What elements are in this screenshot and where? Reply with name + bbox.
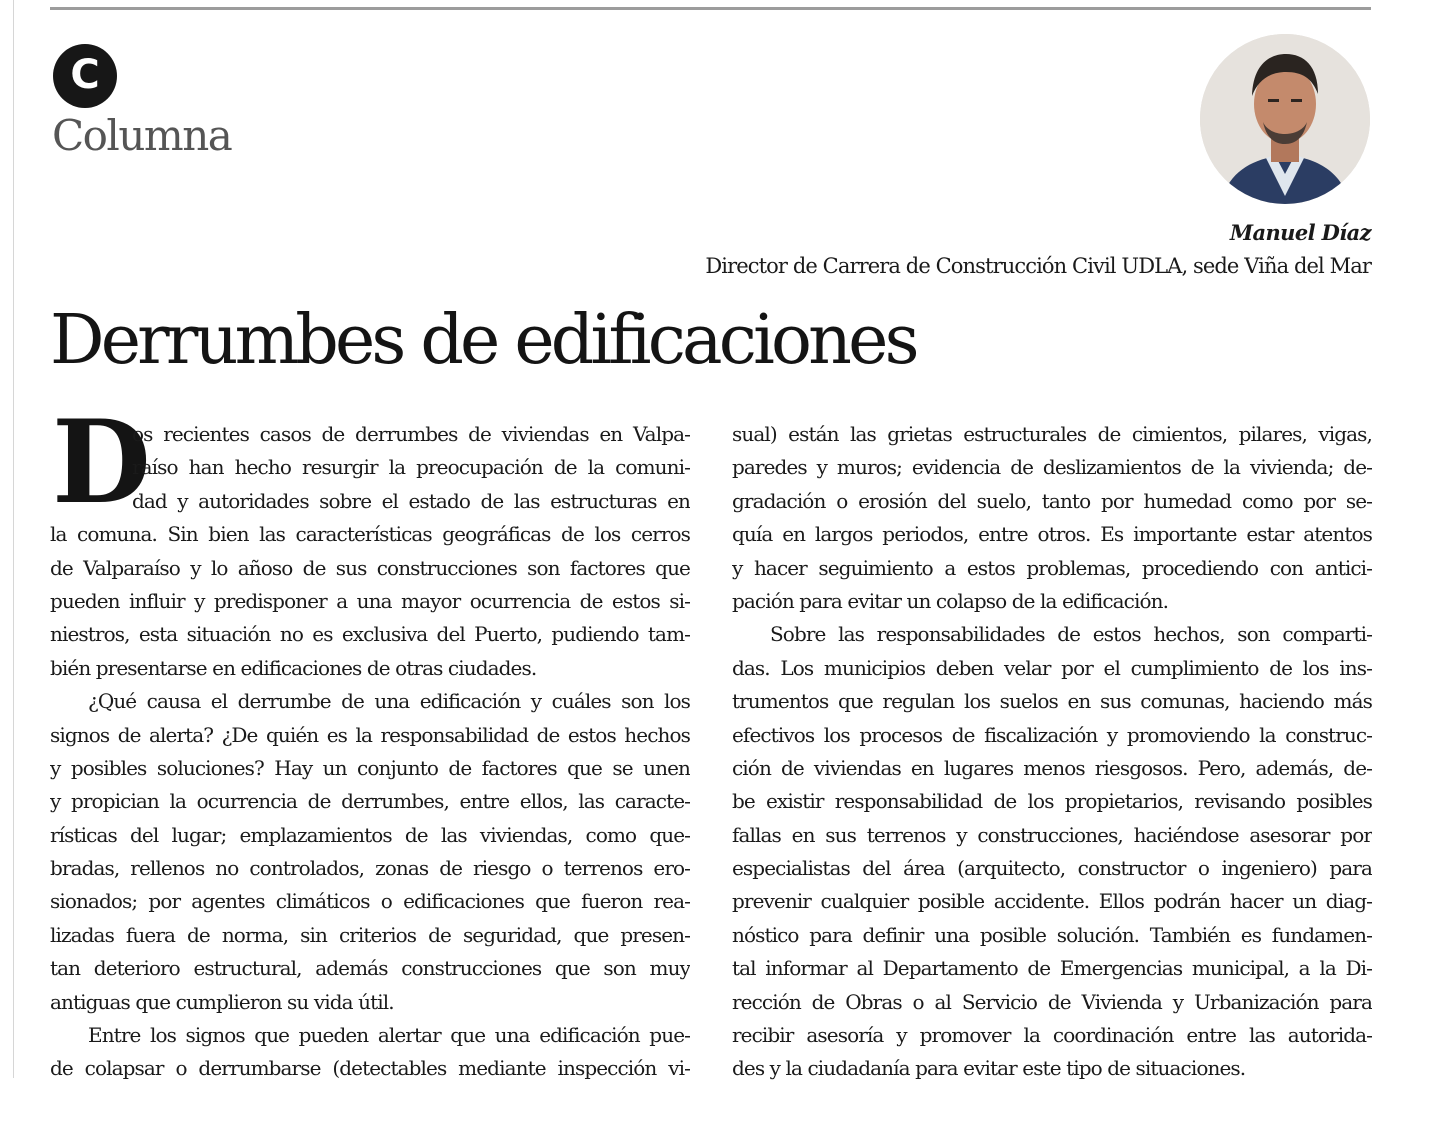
article-column-left bbox=[50, 418, 690, 1086]
article-line: tal informar al Departamento de Emergencias municipal, a la Di- bbox=[732, 956, 1372, 981]
page-edge-rule bbox=[13, 0, 14, 1078]
article-line: dad y autoridades sobre el estado de las estructuras en bbox=[132, 488, 690, 513]
article-line: prevenir cualquier posible accidente. Ellos podrán hacer un diag- bbox=[732, 889, 1372, 914]
top-rule bbox=[50, 7, 1371, 10]
article-line: Sobre las responsabilidades de estos hechos, son comparti- bbox=[770, 622, 1372, 647]
author-role: Director de Carrera de Construcción Civil UDLA, sede Viña del Mar bbox=[705, 254, 1371, 278]
article-line: pación para evitar un colapso de la edificación. bbox=[732, 588, 1169, 613]
article-line: tan deterioro estructural, además construcciones que son muy bbox=[50, 956, 690, 981]
article-line: paredes y muros; evidencia de deslizamientos de la vivienda; de- bbox=[732, 455, 1372, 480]
article-line: sual) están las grietas estructurales de cimientos, pilares, vigas, bbox=[732, 422, 1372, 446]
article-line: recibir asesoría y promover la coordinación entre las autorida- bbox=[732, 1023, 1372, 1048]
article-line: ¿Qué causa el derrumbe de una edificación y cuáles son los bbox=[88, 689, 690, 714]
article-line: Entre los signos que pueden alertar que una edificación pue- bbox=[88, 1023, 690, 1048]
article-line: y posibles soluciones? Hay un conjunto de factores que se unen bbox=[50, 755, 690, 780]
article-line: lizadas fuera de norma, sin criterios de seguridad, que presen- bbox=[50, 922, 690, 947]
article-line: sionados; por agentes climáticos o edificaciones que fueron rea- bbox=[50, 889, 690, 914]
column-logo-letter: C bbox=[70, 52, 100, 98]
author-photo bbox=[1200, 34, 1370, 204]
author-portrait-icon bbox=[1200, 34, 1370, 204]
article-line: quía en largos periodos, entre otros. Es importante estar atentos bbox=[732, 522, 1372, 547]
article-line: de Valparaíso y lo añoso de sus construcciones son factores que bbox=[50, 555, 690, 580]
article-line: be existir responsabilidad de los propietarios, revisando posibles bbox=[732, 789, 1372, 814]
column-logo-badge bbox=[53, 44, 117, 108]
section-label: Columna bbox=[52, 111, 232, 160]
article-line: raíso han hecho resurgir la preocupación de la comuni- bbox=[132, 455, 690, 480]
drop-cap: D bbox=[52, 395, 151, 529]
article-column-right bbox=[732, 418, 1372, 1086]
article-line: la comuna. Sin bien las características geográficas de los cerros bbox=[50, 522, 690, 547]
article-line: trumentos que regulan los suelos en sus comunas, haciendo más bbox=[732, 689, 1372, 714]
article-line: y hacer seguimiento a estos problemas, procediendo con antici- bbox=[732, 555, 1372, 580]
article-line: das. Los municipios deben velar por el cumplimiento de los ins- bbox=[732, 655, 1372, 680]
article-line: signos de alerta? ¿De quién es la responsabilidad de estos hechos bbox=[50, 722, 690, 747]
article-line: os recientes casos de derrumbes de viviendas en Valpa- bbox=[132, 422, 690, 446]
article-line: y propician la ocurrencia de derrumbes, entre ellos, las caracte- bbox=[50, 789, 690, 814]
article-line: fallas en sus terrenos y construcciones, haciéndose asesorar por bbox=[732, 822, 1372, 847]
article-line: pueden influir y predisponer a una mayor ocurrencia de estos si- bbox=[50, 588, 690, 613]
article-line: antiguas que cumplieron su vida útil. bbox=[50, 989, 394, 1014]
article-line: de colapsar o derrumbarse (detectables mediante inspección vi- bbox=[50, 1056, 690, 1081]
article-line: bradas, rellenos no controlados, zonas de riesgo o terrenos ero- bbox=[50, 856, 690, 881]
article-line: niestros, esta situación no es exclusiva del Puerto, pudiendo tam- bbox=[50, 622, 690, 647]
article-line: des y la ciudadanía para evitar este tipo de situaciones. bbox=[732, 1056, 1246, 1081]
author-name: Manuel Díaz bbox=[1229, 220, 1371, 245]
article-line: nóstico para definir una posible solución. También es fundamen- bbox=[732, 922, 1372, 947]
article-line: ción de viviendas en lugares menos riesgosos. Pero, además, de- bbox=[732, 755, 1372, 780]
article-line: rísticas del lugar; emplazamientos de las viviendas, como que- bbox=[50, 822, 690, 847]
article-line: gradación o erosión del suelo, tanto por humedad como por se- bbox=[732, 488, 1372, 513]
article-line: bién presentarse en edificaciones de otras ciudades. bbox=[50, 655, 537, 680]
article-line: rección de Obras o al Servicio de Vivienda y Urbanización para bbox=[732, 989, 1372, 1014]
article-headline: Derrumbes de edificaciones bbox=[50, 301, 916, 380]
article-line: efectivos los procesos de fiscalización y promoviendo la construc- bbox=[732, 722, 1372, 747]
article-line: especialistas del área (arquitecto, constructor o ingeniero) para bbox=[732, 856, 1372, 881]
